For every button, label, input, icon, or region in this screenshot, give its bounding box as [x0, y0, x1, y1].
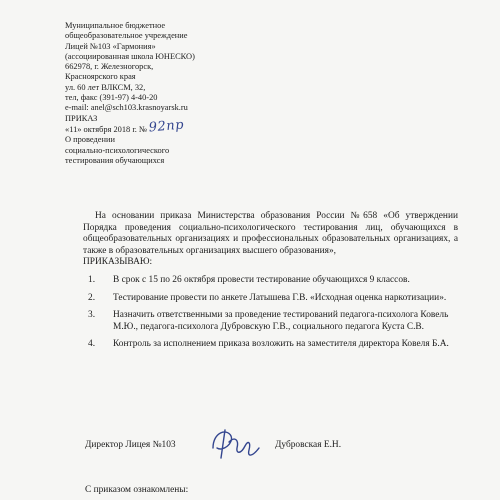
signatory-name: Дубровская Е.Н. — [275, 440, 342, 450]
handwritten-signature — [205, 418, 265, 466]
list-item — [83, 339, 458, 351]
letterhead-line: Лицей №103 «Гармония» — [65, 41, 156, 51]
item-text: В срок с 15 по 26 октября провести тестирование обучающихся 9 классов. — [113, 274, 410, 285]
decree-word: ПРИКАЗЫВАЮ: — [83, 257, 153, 268]
letterhead-line: ул. 60 лет ВЛКСМ, 32, — [65, 82, 146, 92]
list-item — [83, 275, 458, 287]
item-number: 3. — [88, 310, 96, 321]
letterhead — [65, 21, 195, 166]
subject-line: социально-психологического — [65, 145, 170, 155]
letterhead-line: 662978, г. Железногорск, — [65, 62, 154, 72]
item-text: Контроль за исполнением приказа возложить на заместителя директора Ковеля Б.А. — [113, 339, 449, 350]
order-body — [83, 211, 458, 351]
list-item — [83, 310, 458, 333]
letterhead-line: Муниципальное бюджетное — [65, 21, 166, 30]
list-item — [83, 293, 458, 305]
document-type: ПРИКАЗ — [65, 113, 98, 123]
subject-line: О проведении — [65, 135, 115, 145]
item-number: 4. — [88, 339, 96, 350]
email-line: e-mail: anel@sch103.krasnoyarsk.ru — [65, 103, 188, 113]
letterhead-line: тел, факс (391-97) 4-40-20 — [65, 93, 158, 103]
letterhead-line: общеобразовательное учреждение — [65, 31, 188, 41]
item-text: Назначить ответственными за проведение тестирований педагога-психолога Ковель М.Ю., педагога-психолога Дубровскую Г.В., социального педагога Куста С.В. — [113, 310, 449, 332]
handwritten-order-number: 92пр — [148, 117, 185, 136]
signatory-role: Директор Лицея №103 — [85, 440, 176, 450]
item-number: 2. — [88, 292, 96, 303]
item-text: Тестирование провести по анкете Латышева Г.В. «Исходная оценка наркотизации». — [113, 292, 447, 303]
order-items — [83, 275, 458, 351]
acknowledgement-line: С приказом ознакомлены: — [85, 485, 189, 495]
order-date: «11» октября 2018 г. № — [65, 124, 147, 134]
item-number: 1. — [88, 274, 96, 285]
letterhead-line: Красноярского края — [65, 72, 136, 82]
letterhead-line: (ассоциированная школа ЮНЕСКО) — [65, 51, 195, 61]
intro-paragraph: На основании приказа Министерства образования России №658 «Об утверждении Порядка проведения социально-психологического тестирования лиц, обучающихся в общеобразовательных организациях и профессиональных образовательных организациях, а также в образовательных организациях высшего образования», — [83, 211, 458, 256]
subject-line: тестирования обучающихся — [65, 155, 165, 165]
